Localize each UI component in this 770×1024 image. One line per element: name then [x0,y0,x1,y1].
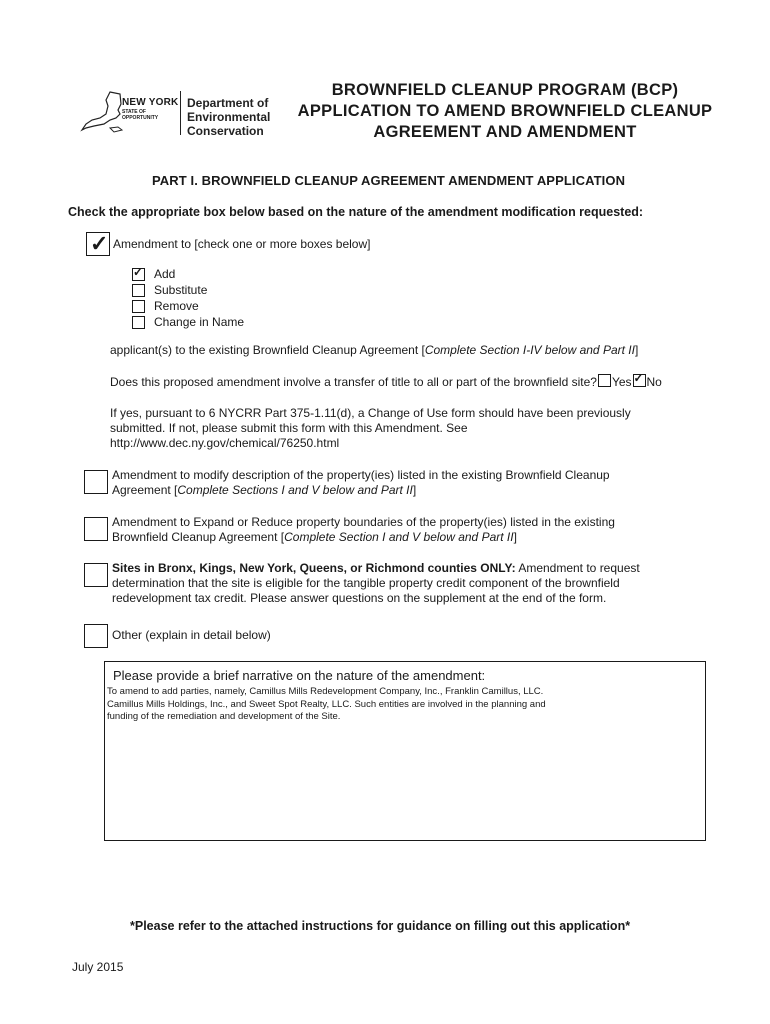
transfer-question: Does this proposed amendment involve a transfer of title to all or part of the brownfield site? [110,375,597,389]
narrative-prompt: Please provide a brief narrative on the nature of the amendment: [113,668,486,683]
logo-wordmark: NEW YORK [122,97,179,108]
checkmark-icon: ✓ [133,265,144,279]
expand-reduce-label: Amendment to Expand or Reduce property boundaries of the property(ies) listed in the existing Brownfield Cleanup Agreement [Complete Section I and V below and Part II] [112,515,615,544]
checkmark-icon: ✓ [633,371,644,385]
change-name-checkbox[interactable] [132,316,145,329]
transfer-question-row [110,371,662,390]
ny-state-outline-icon [80,88,124,138]
modify-description-label: Amendment to modify description of the property(ies) listed in the existing Brownfield Cleanup Agreement [Complete Sections I and V below and Part II] [112,468,610,497]
expand-reduce-checkbox[interactable] [84,517,108,541]
amend-applicant-checkbox[interactable] [86,232,110,256]
form-title: BROWNFIELD CLEANUP PROGRAM (BCP) APPLICATION TO AMEND BROWNFIELD CLEANUP AGREEMENT AND AMENDMENT [297,81,713,141]
amend-applicant-label: Amendment to [check one or more boxes below] [113,237,371,251]
nyc-sites-checkbox[interactable] [84,563,108,587]
nys-dec-logo [80,88,280,138]
part-heading: PART I. BROWNFIELD CLEANUP AGREEMENT AMENDMENT APPLICATION [152,173,626,188]
applicant-text: applicant(s) to the existing Brownfield Cleanup Agreement [Complete Section I-IV below and Part II] [110,343,639,357]
remove-label: Remove [154,299,199,313]
no-label: No [646,375,662,389]
remove-checkbox[interactable] [132,300,145,313]
department-name: Department of Environmental Conservation [187,96,271,138]
change-name-label: Change in Name [154,315,245,329]
narrative-text: To amend to add parties, namely, Camillus Mills Redevelopment Company, Inc., Franklin Camillus, LLC. Camillus Mills Holdings, Inc., and Sweet Spot Realty, LLC. Such entities are involved in the planning and funding of the remediation and development of the Site. [107,686,546,722]
add-checkbox[interactable] [132,265,145,281]
logo-subtext: STATE OF OPPORTUNITY [122,109,159,121]
checkmark-icon: ✓ [90,231,109,256]
form-date: July 2015 [72,960,124,974]
substitute-label: Substitute [154,283,208,297]
if-yes-instructions: If yes, pursuant to 6 NYCRR Part 375-1.11(d), a Change of Use form should have been previously submitted. If not, please submit this form with this Amendment. See http://www.dec.ny.gov/chemical/76250.html [110,406,631,450]
other-label: Other (explain in detail below) [112,628,271,642]
logo-divider [180,91,181,135]
modify-description-checkbox[interactable] [84,470,108,494]
nyc-sites-label: Sites in Bronx, Kings, New York, Queens, or Richmond counties ONLY: Amendment to request determination that the site is eligible for the tangible property credit component of the brownfield redevelopment tax credit. Please answer questions on the supplement at the end of the form. [112,561,640,605]
change-of-use-link[interactable]: http://www.dec.ny.gov/chemical/76250.html [110,436,340,450]
substitute-checkbox[interactable] [132,284,145,297]
yes-label: Yes [611,375,632,389]
transfer-no-checkbox[interactable] [633,371,646,387]
add-label: Add [154,267,176,281]
narrative-textarea[interactable] [104,661,706,841]
instruction-text: Check the appropriate box below based on the nature of the amendment modification requested: [68,205,644,219]
footer-note: *Please refer to the attached instructions for guidance on filling out this application* [130,919,631,933]
transfer-yes-checkbox[interactable] [598,374,611,387]
other-checkbox[interactable] [84,624,108,648]
